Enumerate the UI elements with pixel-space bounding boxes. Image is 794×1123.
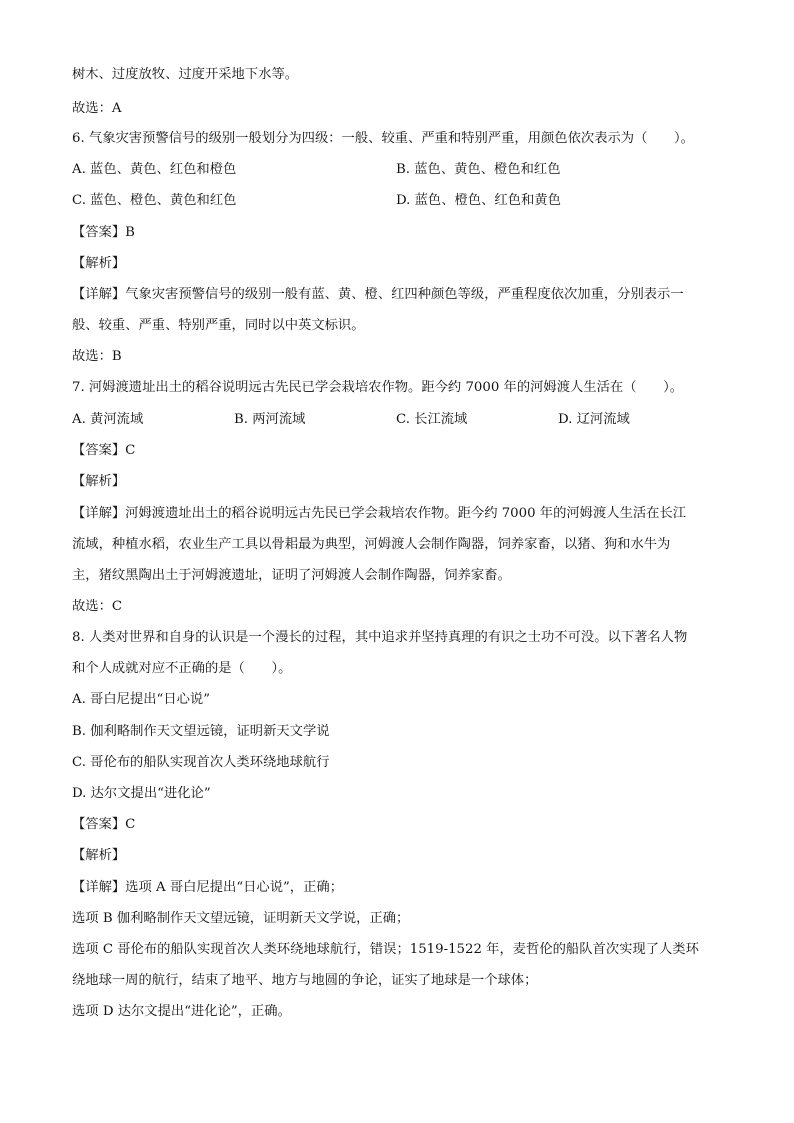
question-7-stem: 7. 河姆渡遗址出土的稻谷说明远古先民已学会栽培农作物。距今约 7000 年的河姆渡人生活在（ ）。 — [72, 380, 684, 395]
q8-explanation-line: 选项 B 伽利略制作天文望远镜，证明新天文学说，正确； — [72, 911, 410, 926]
q8-answer: 【答案】C — [72, 817, 136, 832]
q6-answer: 【答案】B — [72, 225, 135, 240]
q7-explanation-line: 主，猪纹黑陶出土于河姆渡遗址，证明了河姆渡人会制作陶器，饲养家畜。 — [72, 568, 511, 583]
q7-analysis-label: 【解析】 — [72, 474, 126, 489]
q8-option-c: C. 哥伦布的船队实现首次人类环绕地球航行 — [72, 755, 330, 770]
q6-explanation-line: 【详解】气象灾害预警信号的级别一般有蓝、黄、橙、红四种颜色等级，严重程度依次加重，分别表示一 — [72, 287, 684, 302]
q7-choice: 故选：C — [72, 599, 123, 614]
q6-explanation-line: 般、较重、严重、特别严重，同时以中英文标识。 — [72, 318, 365, 333]
q8-explanation-line: 选项 C 哥伦布的船队实现首次人类环绕地球航行，错误；1519-1522 年，麦哲伦的船队首次实现了人类环 — [72, 942, 699, 957]
q6-option-b: B. 蓝色、黄色、橙色和红色 — [396, 162, 561, 177]
text-line: 树木、过度放牧、过度开采地下水等。 — [72, 67, 299, 82]
q7-option-c: C. 长江流域 — [396, 412, 468, 427]
q7-option-a: A. 黄河流域 — [72, 412, 144, 427]
q8-option-a: A. 哥白尼提出“日心说” — [72, 692, 211, 707]
question-8-stem: 和个人成就对应不正确的是（ ）。 — [72, 661, 292, 676]
q7-answer: 【答案】C — [72, 443, 136, 458]
q6-option-d: D. 蓝色、橙色、红色和黄色 — [396, 193, 561, 208]
q6-option-c: C. 蓝色、橙色、黄色和红色 — [72, 193, 237, 208]
q6-analysis-label: 【解析】 — [72, 256, 126, 271]
q7-explanation-line: 流域，种植水稻，农业生产工具以骨耜最为典型，河姆渡人会制作陶器，饲养家畜，以猪、狗和水牛为 — [72, 537, 671, 552]
q6-option-a: A. 蓝色、黄色、红色和橙色 — [72, 162, 237, 177]
q8-analysis-label: 【解析】 — [72, 848, 126, 863]
q8-explanation-line: 绕地球一周的航行，结束了地平、地方与地圆的争论，证实了地球是一个球体； — [72, 973, 538, 988]
q8-explanation-line: 选项 D 达尔文提出“进化论”，正确。 — [72, 1004, 291, 1019]
q7-option-b: B. 两河流域 — [234, 412, 306, 427]
q8-explanation-line: 【详解】选项 A 哥白尼提出“日心说”，正确； — [72, 880, 343, 895]
answer-choice-line: 故选：A — [72, 101, 122, 116]
q6-choice: 故选：B — [72, 349, 122, 364]
q7-option-d: D. 辽河流域 — [558, 412, 630, 427]
question-8-stem: 8. 人类对世界和自身的认识是一个漫长的过程，其中追求并坚持真理的有识之士功不可没。以下著名人物 — [72, 630, 688, 645]
q8-option-d: D. 达尔文提出“进化论” — [72, 786, 211, 801]
q7-explanation-line: 【详解】河姆渡遗址出土的稻谷说明远古先民已学会栽培农作物。距今约 7000 年的河姆渡人生活在长江 — [72, 506, 687, 521]
question-6-stem: 6. 气象灾害预警信号的级别一般划分为四级：一般、较重、严重和特别严重，用颜色依次表示为（ ）。 — [72, 131, 694, 146]
q8-option-b: B. 伽利略制作天文望远镜，证明新天文学说 — [72, 724, 330, 739]
